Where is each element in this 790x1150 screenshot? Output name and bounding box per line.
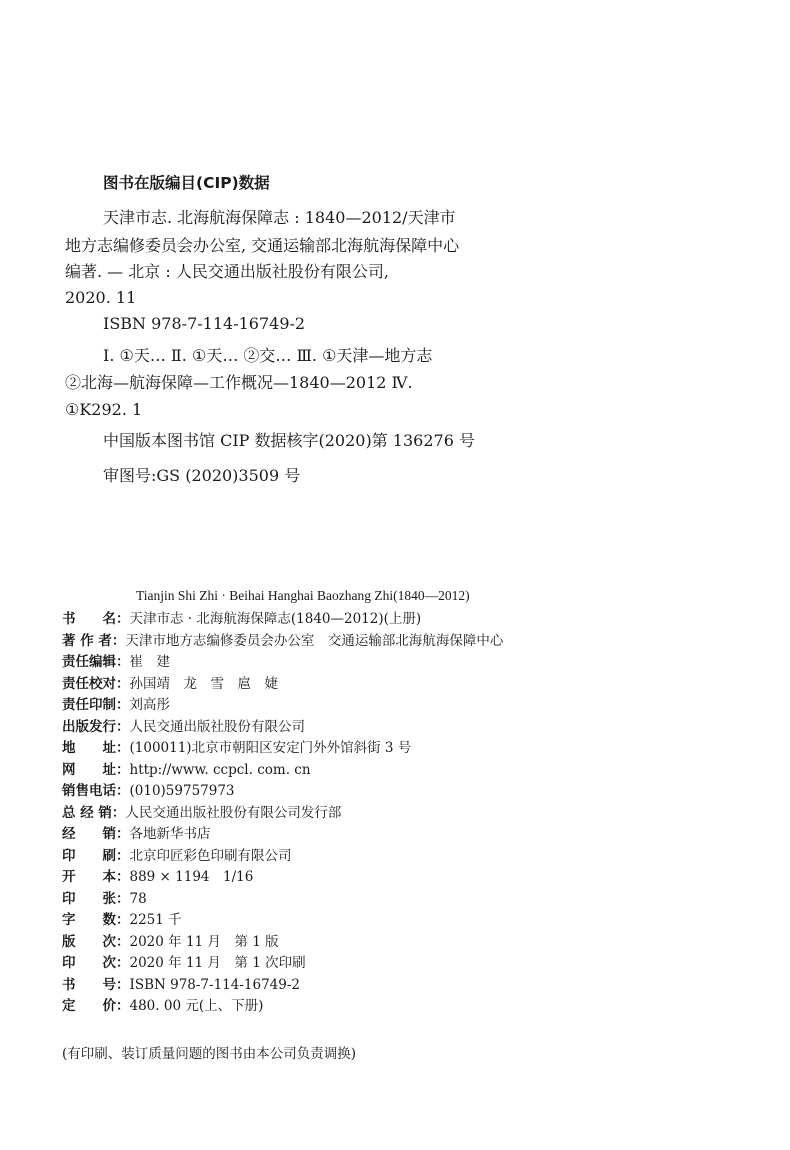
imprint-row [62, 914, 182, 928]
imprint-row [62, 656, 170, 670]
imprint-value: 889 × 1194 1/16 [129, 869, 254, 885]
imprint-label: 定 价： [62, 998, 130, 1014]
imprint-row [62, 761, 311, 778]
imprint-row [62, 871, 253, 885]
imprint-value: http://www. ccpcl. com. cn [129, 761, 311, 778]
imprint-row [62, 742, 411, 756]
quality-note: (有印刷、装订质量问题的图书由本公司负责调换) [62, 1046, 357, 1062]
imprint-label: 印 刷： [62, 847, 130, 864]
imprint-value: 天津市地方志编修委员会办公室 交通运输部北海航海保障中心 [125, 632, 504, 649]
imprint-value: (010)59757973 [129, 783, 235, 799]
imprint-label: 开 本： [62, 869, 130, 885]
imprint-label: 总 经 销： [62, 804, 126, 821]
cip-isbn: ISBN 978-7-114-16749-2 [103, 314, 306, 333]
imprint-label: 责任校对： [62, 675, 130, 692]
imprint-row [62, 1000, 263, 1014]
imprint-row [62, 890, 147, 907]
imprint-value: ISBN 978-7-114-16749-2 [129, 976, 301, 993]
imprint-label: 责任编辑： [62, 654, 130, 670]
imprint-value: 2251 千 [129, 912, 182, 928]
imprint-value: 2020 年 11 月 第 1 次印刷 [129, 955, 306, 971]
imprint-row [62, 976, 301, 993]
imprint-row [62, 718, 305, 735]
cip-classification-3: ①K292. 1 [65, 400, 143, 419]
imprint-row [62, 847, 292, 864]
imprint-label: 书 名： [62, 611, 130, 627]
cip-classification-1: Ⅰ. ①天… Ⅱ. ①天… ②交… Ⅲ. ①天津—地方志 [103, 346, 433, 365]
imprint-value: 人民交通出版社股份有限公司 [129, 718, 305, 735]
imprint-row [62, 785, 235, 799]
cip-record-number: 中国版本图书馆 CIP 数据核字(2020)第 136276 号 [103, 431, 475, 450]
pinyin-title: Tianjin Shi Zhi · Beihai Hanghai Baozhang Zhi(1840—2012) [136, 588, 470, 603]
imprint-value: 各地新华书店 [129, 826, 211, 842]
imprint-row [62, 699, 170, 713]
imprint-row [62, 675, 278, 692]
imprint-value: (100011)北京市朝阳区安定门外外馆斜街 3 号 [129, 740, 412, 756]
imprint-label: 销售电话： [62, 783, 130, 799]
imprint-label: 印 次： [62, 955, 130, 971]
imprint-row [62, 957, 306, 971]
imprint-row [62, 613, 421, 627]
imprint-value: 崔 建 [129, 654, 170, 670]
imprint-value: 人民交通出版社股份有限公司发行部 [125, 804, 342, 821]
imprint-value: 天津市志 · 北海航海保障志(1840—2012)(上册) [129, 611, 422, 627]
imprint-value: 78 [129, 890, 147, 907]
imprint-label: 书 号： [62, 976, 130, 993]
imprint-label: 版 次： [62, 933, 130, 950]
imprint-value: 2020 年 11 月 第 1 版 [129, 933, 279, 950]
imprint-value: 480. 00 元(上、下册) [129, 998, 264, 1014]
imprint-label: 印 张： [62, 890, 130, 907]
cip-line-3: 编著. — 北京 : 人民交通出版社股份有限公司, [65, 262, 389, 281]
cip-title: 图书在版编目(CIP)数据 [103, 174, 270, 192]
imprint-row [62, 632, 504, 649]
imprint-row [62, 828, 211, 842]
cip-line-4: 2020. 11 [65, 288, 137, 307]
cip-classification-2: ②北海—航海保障—工作概况—1840—2012 Ⅳ. [65, 373, 413, 392]
imprint-label: 责任印制： [62, 697, 130, 713]
imprint-label: 地 址： [62, 740, 130, 756]
cip-line-1: 天津市志. 北海航海保障志 : 1840—2012/天津市 [103, 208, 456, 227]
imprint-label: 网 址： [62, 761, 130, 778]
imprint-value: 刘高彤 [129, 697, 170, 713]
imprint-value: 北京印匠彩色印刷有限公司 [129, 847, 292, 864]
imprint-label: 经 销： [62, 826, 130, 842]
imprint-label: 著 作 者： [62, 632, 126, 649]
imprint-row [62, 933, 279, 950]
cip-line-2: 地方志编修委员会办公室, 交通运输部北海航海保障中心 [65, 236, 460, 255]
imprint-label: 字 数： [62, 912, 130, 928]
imprint-value: 孙国靖 龙 雪 扈 婕 [129, 675, 278, 692]
map-approval-number: 审图号:GS (2020)3509 号 [103, 466, 301, 485]
imprint-row [62, 804, 342, 821]
imprint-label: 出版发行： [62, 718, 130, 735]
